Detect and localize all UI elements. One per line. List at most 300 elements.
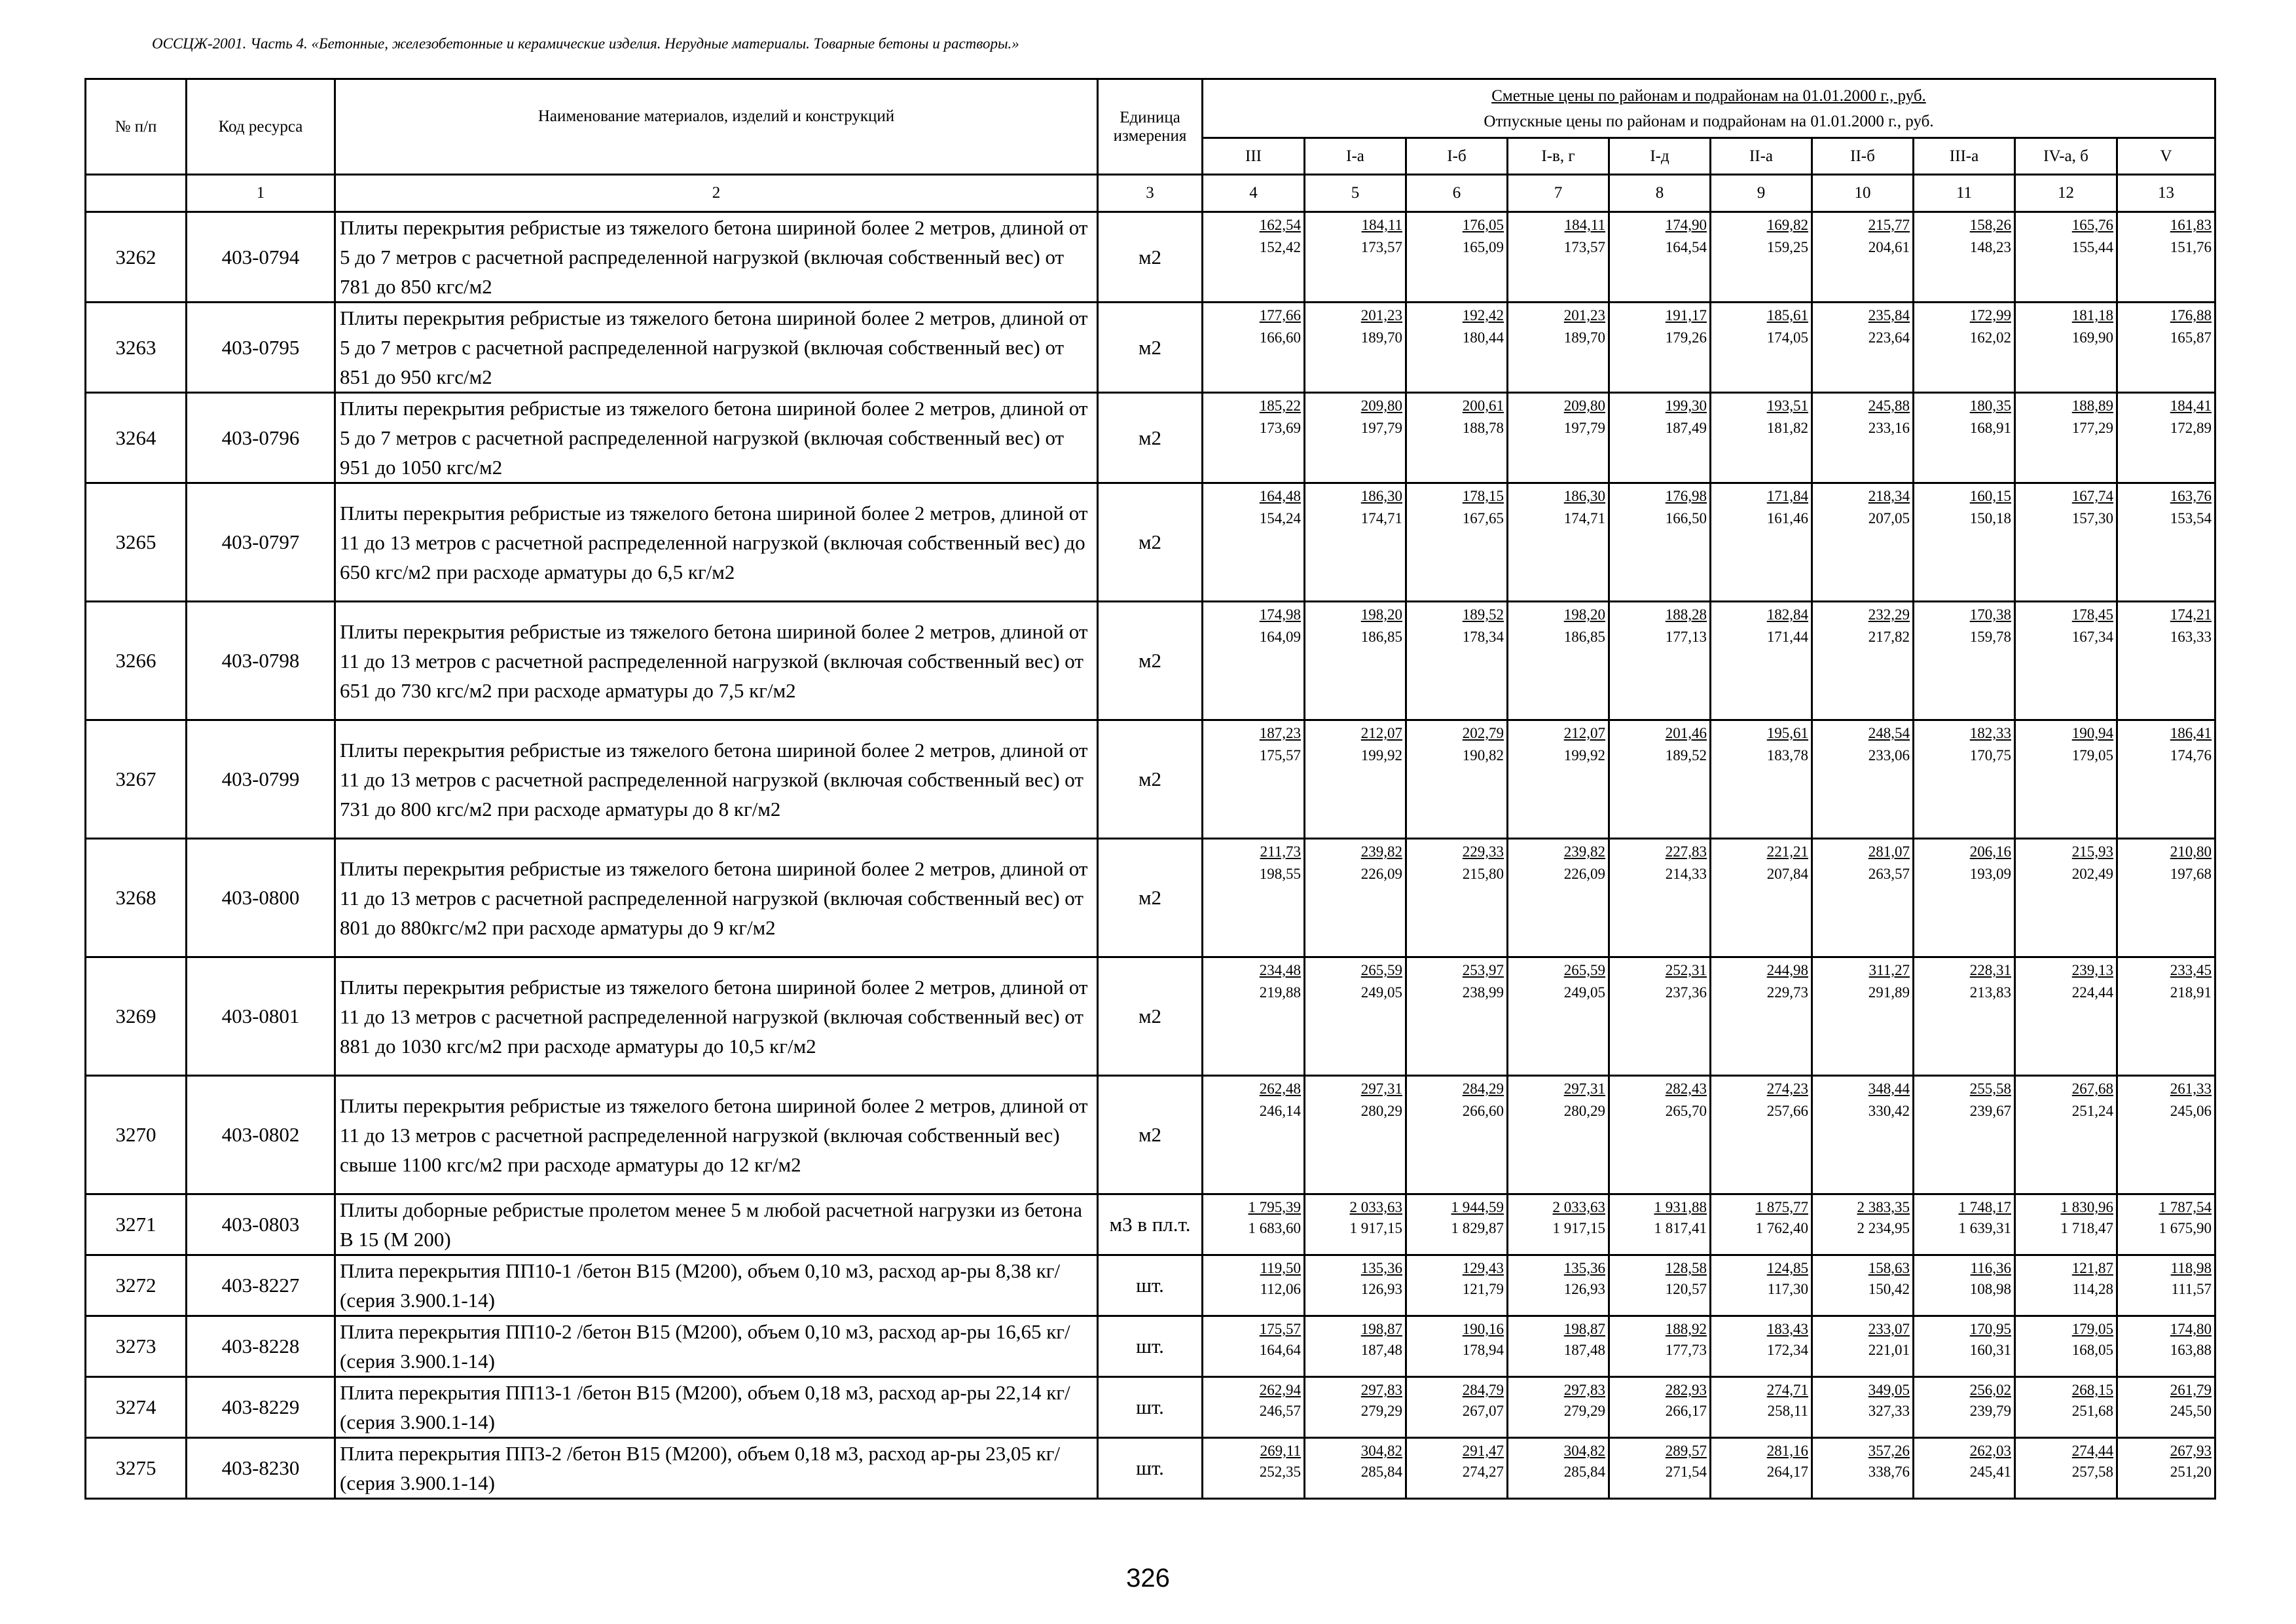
price-cell: [2015, 720, 2117, 839]
region-header: I-б: [1406, 138, 1508, 175]
row-code: 403-0802: [187, 1076, 335, 1194]
estimate-price: 215,93: [2071, 843, 2113, 860]
release-price: 169,90: [2071, 329, 2113, 346]
price-cell: [1812, 957, 1914, 1076]
release-price: 285,84: [1563, 1464, 1605, 1480]
region-header: I-а: [1305, 138, 1406, 175]
price-cell: [1914, 1377, 2015, 1438]
estimate-price: 2 033,63: [1349, 1199, 1402, 1215]
release-price: 214,33: [1665, 866, 1707, 882]
price-cell: [1508, 1377, 1609, 1438]
price-cell: [1508, 1316, 1609, 1377]
estimate-price: 174,98: [1259, 606, 1301, 623]
price-cell: [1203, 839, 1305, 957]
release-price: 280,29: [1360, 1103, 1402, 1119]
release-price: 164,54: [1665, 239, 1707, 255]
estimate-price: 162,54: [1259, 217, 1301, 233]
release-price: 245,50: [2170, 1403, 2212, 1419]
release-price: 233,16: [1868, 420, 1910, 436]
price-cell: [1508, 303, 1609, 393]
estimate-price: 158,63: [1868, 1260, 1910, 1276]
estimate-price: 179,05: [2071, 1321, 2113, 1337]
estimate-price: 190,16: [1462, 1321, 1504, 1337]
estimate-price: 255,58: [1969, 1080, 2011, 1097]
release-price: 111,57: [2171, 1281, 2212, 1297]
row-np: 3275: [86, 1438, 187, 1499]
release-price: 179,26: [1665, 329, 1707, 346]
estimate-price: 304,82: [1563, 1443, 1605, 1459]
column-number: 4: [1203, 175, 1305, 212]
row-name: Плиты перекрытия ребристые из тяжелого бетона шириной более 2 метров, длиной от 11 до 13 метров с расчетной распределенной нагрузкой (включая собственный вес) до 650 кгс/м2 при расходе арматуры до 6,5 кг/м2: [335, 483, 1098, 602]
price-cell: [2015, 1076, 2117, 1194]
header-prices-estimate: Сметные цены по районам и подрайонам на 01.01.2000 г., руб.: [1491, 86, 1926, 105]
estimate-price: 256,02: [1969, 1382, 2011, 1398]
price-cell: [1609, 839, 1711, 957]
release-price: 150,18: [1969, 510, 2011, 526]
row-unit: м2: [1098, 720, 1203, 839]
release-price: 1 683,60: [1248, 1220, 1301, 1236]
estimate-price: 304,82: [1360, 1443, 1402, 1459]
row-np: 3271: [86, 1194, 187, 1255]
header-prices-release: Отпускные цены по районам и подрайонам на 01.01.2000 г., руб.: [1484, 112, 1934, 130]
estimate-price: 239,13: [2071, 962, 2113, 978]
price-cell: [1812, 1438, 1914, 1499]
column-number: 7: [1508, 175, 1609, 212]
price-cell: [1812, 1076, 1914, 1194]
release-price: 174,71: [1563, 510, 1605, 526]
estimate-price: 1 931,88: [1654, 1199, 1707, 1215]
price-cell: [1711, 602, 1812, 720]
estimate-price: 185,22: [1259, 397, 1301, 414]
estimate-price: 182,33: [1969, 725, 2011, 741]
release-price: 173,69: [1259, 420, 1301, 436]
price-cell: [2117, 1194, 2215, 1255]
estimate-price: 262,03: [1969, 1443, 2011, 1459]
estimate-price: 221,21: [1766, 843, 1808, 860]
estimate-price: 2 383,35: [1857, 1199, 1910, 1215]
release-price: 226,09: [1360, 866, 1402, 882]
column-number: 6: [1406, 175, 1508, 212]
price-cell: [1203, 212, 1305, 303]
estimate-price: 291,47: [1462, 1443, 1504, 1459]
region-header: I-д: [1609, 138, 1711, 175]
estimate-price: 297,31: [1360, 1080, 1402, 1097]
price-cell: [1406, 1377, 1508, 1438]
row-unit: м2: [1098, 212, 1203, 303]
price-cell: [1914, 1255, 2015, 1316]
price-cell: [1609, 1377, 1711, 1438]
estimate-price: 200,61: [1462, 397, 1504, 414]
estimate-price: 252,31: [1665, 962, 1707, 978]
release-price: 1 762,40: [1755, 1220, 1808, 1236]
table-row: [86, 1194, 2215, 1255]
row-name: Плиты перекрытия ребристые из тяжелого бетона шириной более 2 метров, длиной от 11 до 13 метров с расчетной распределенной нагрузкой (включая собственный вес) от 801 до 880кгс/м2 при расходе арматуры до 9 кг/м2: [335, 839, 1098, 957]
estimate-price: 129,43: [1462, 1260, 1504, 1276]
price-cell: [1203, 393, 1305, 483]
estimate-price: 349,05: [1868, 1382, 1910, 1398]
estimate-price: 1 875,77: [1755, 1199, 1808, 1215]
price-cell: [2117, 957, 2215, 1076]
price-cell: [1305, 212, 1406, 303]
column-number: 11: [1914, 175, 2015, 212]
release-price: 171,44: [1766, 629, 1808, 645]
price-cell: [1812, 483, 1914, 602]
header-code: Код ресурса: [187, 79, 335, 175]
estimate-price: 274,44: [2071, 1443, 2113, 1459]
estimate-price: 229,33: [1462, 843, 1504, 860]
price-cell: [1812, 1316, 1914, 1377]
release-price: 229,73: [1766, 984, 1808, 1001]
price-cell: [2015, 303, 2117, 393]
price-cell: [1305, 957, 1406, 1076]
release-price: 177,29: [2071, 420, 2113, 436]
row-unit: м3 в пл.т.: [1098, 1194, 1203, 1255]
region-header: I-в, г: [1508, 138, 1609, 175]
row-code: 403-0798: [187, 602, 335, 720]
release-price: 173,57: [1360, 239, 1402, 255]
row-code: 403-8227: [187, 1255, 335, 1316]
price-cell: [2117, 212, 2215, 303]
price-cell: [1609, 1438, 1711, 1499]
row-name: Плита перекрытия ПП13-1 /бетон В15 (М200), объем 0,18 м3, расход ар-ры 22,14 кг/ (серия 3.900.1-14): [335, 1377, 1098, 1438]
estimate-price: 169,82: [1766, 217, 1808, 233]
column-number: 5: [1305, 175, 1406, 212]
release-price: 170,75: [1969, 747, 2011, 764]
table-row: [86, 483, 2215, 602]
row-code: 403-0795: [187, 303, 335, 393]
price-cell: [1406, 1438, 1508, 1499]
estimate-price: 201,46: [1665, 725, 1707, 741]
release-price: 152,42: [1259, 239, 1301, 255]
price-cell: [1305, 602, 1406, 720]
estimate-price: 121,87: [2071, 1260, 2113, 1276]
release-price: 267,07: [1462, 1403, 1504, 1419]
price-cell: [1609, 393, 1711, 483]
estimate-price: 185,61: [1766, 307, 1808, 323]
estimate-price: 244,98: [1766, 962, 1808, 978]
estimate-price: 198,87: [1360, 1321, 1402, 1337]
estimate-price: 182,84: [1766, 606, 1808, 623]
estimate-price: 177,66: [1259, 307, 1301, 323]
price-cell: [1812, 602, 1914, 720]
estimate-price: 187,23: [1259, 725, 1301, 741]
price-cell: [1203, 483, 1305, 602]
estimate-price: 192,42: [1462, 307, 1504, 323]
release-price: 1 829,87: [1451, 1220, 1504, 1236]
estimate-price: 227,83: [1665, 843, 1707, 860]
table-row: [86, 602, 2215, 720]
price-cell: [1812, 720, 1914, 839]
price-cell: [1914, 1316, 2015, 1377]
price-cell: [1508, 957, 1609, 1076]
price-cell: [1406, 720, 1508, 839]
release-price: 258,11: [1767, 1403, 1808, 1419]
header-prices: [1203, 79, 2215, 138]
price-cell: [1914, 1194, 2015, 1255]
price-cell: [2015, 839, 2117, 957]
row-code: 403-0796: [187, 393, 335, 483]
release-price: 154,24: [1259, 510, 1301, 526]
row-name: Плиты доборные ребристые пролетом менее 5 м любой расчетной нагрузки из бетона В 15 (М 200): [335, 1194, 1098, 1255]
release-price: 251,68: [2071, 1403, 2113, 1419]
release-price: 204,61: [1868, 239, 1910, 255]
price-cell: [1914, 303, 2015, 393]
estimate-price: 253,97: [1462, 962, 1504, 978]
price-cell: [1305, 1316, 1406, 1377]
price-cell: [1406, 393, 1508, 483]
price-cell: [1812, 1255, 1914, 1316]
estimate-price: 348,44: [1868, 1080, 1910, 1097]
price-cell: [1406, 602, 1508, 720]
row-unit: м2: [1098, 393, 1203, 483]
price-cell: [1914, 839, 2015, 957]
price-cell: [1914, 1076, 2015, 1194]
release-price: 117,30: [1767, 1281, 1808, 1297]
release-price: 285,84: [1360, 1464, 1402, 1480]
price-cell: [1305, 483, 1406, 602]
release-price: 202,49: [2071, 866, 2113, 882]
price-cell: [1711, 839, 1812, 957]
table-row: [86, 1076, 2215, 1194]
release-price: 266,17: [1665, 1403, 1707, 1419]
release-price: 183,78: [1766, 747, 1808, 764]
row-np: 3272: [86, 1255, 187, 1316]
price-cell: [2015, 483, 2117, 602]
region-header: III-а: [1914, 138, 2015, 175]
release-price: 249,05: [1360, 984, 1402, 1001]
estimate-price: 233,45: [2170, 962, 2212, 978]
release-price: 207,05: [1868, 510, 1910, 526]
estimate-price: 239,82: [1360, 843, 1402, 860]
row-np: 3268: [86, 839, 187, 957]
release-price: 153,54: [2170, 510, 2212, 526]
release-price: 178,94: [1462, 1342, 1504, 1358]
price-cell: [2015, 1194, 2117, 1255]
price-cell: [1609, 483, 1711, 602]
row-unit: м2: [1098, 957, 1203, 1076]
price-cell: [1203, 1316, 1305, 1377]
release-price: 257,66: [1766, 1103, 1808, 1119]
release-price: 280,29: [1563, 1103, 1605, 1119]
release-price: 155,44: [2071, 239, 2113, 255]
release-price: 164,64: [1259, 1342, 1301, 1358]
row-np: 3263: [86, 303, 187, 393]
release-price: 188,78: [1462, 420, 1504, 436]
row-np: 3265: [86, 483, 187, 602]
price-cell: [2117, 1438, 2215, 1499]
release-price: 174,05: [1766, 329, 1808, 346]
release-price: 237,36: [1665, 984, 1707, 1001]
price-cell: [1406, 483, 1508, 602]
estimate-price: 163,76: [2170, 488, 2212, 504]
price-cell: [1914, 720, 2015, 839]
estimate-price: 186,30: [1360, 488, 1402, 504]
price-cell: [1711, 1194, 1812, 1255]
estimate-price: 171,84: [1766, 488, 1808, 504]
price-cell: [1711, 393, 1812, 483]
row-code: 403-0794: [187, 212, 335, 303]
price-cell: [1812, 1377, 1914, 1438]
estimate-price: 209,80: [1563, 397, 1605, 414]
price-cell: [1609, 1076, 1711, 1194]
release-price: 224,44: [2071, 984, 2113, 1001]
estimate-price: 239,82: [1563, 843, 1605, 860]
price-cell: [1406, 839, 1508, 957]
region-header: II-а: [1711, 138, 1812, 175]
release-price: 120,57: [1665, 1281, 1707, 1297]
column-number: 9: [1711, 175, 1812, 212]
release-price: 173,57: [1563, 239, 1605, 255]
release-price: 245,41: [1969, 1464, 2011, 1480]
price-cell: [1406, 1316, 1508, 1377]
price-cell: [1203, 303, 1305, 393]
price-cell: [1305, 839, 1406, 957]
release-price: 223,64: [1868, 329, 1910, 346]
release-price: 215,80: [1462, 866, 1504, 882]
estimate-price: 178,45: [2071, 606, 2113, 623]
estimate-price: 284,79: [1462, 1382, 1504, 1398]
price-cell: [2015, 1438, 2117, 1499]
release-price: 161,46: [1766, 510, 1808, 526]
price-cell: [1914, 602, 2015, 720]
release-price: 126,93: [1563, 1281, 1605, 1297]
price-cell: [1508, 483, 1609, 602]
price-cell: [2015, 1316, 2117, 1377]
price-cell: [1812, 303, 1914, 393]
release-price: 213,83: [1969, 984, 2011, 1001]
release-price: 126,93: [1360, 1281, 1402, 1297]
table-row: [86, 212, 2215, 303]
estimate-price: 201,23: [1563, 307, 1605, 323]
price-cell: [2015, 602, 2117, 720]
release-price: 249,05: [1563, 984, 1605, 1001]
release-price: 179,05: [2071, 747, 2113, 764]
release-price: 199,92: [1563, 747, 1605, 764]
price-cell: [2117, 483, 2215, 602]
row-np: 3262: [86, 212, 187, 303]
release-price: 226,09: [1563, 866, 1605, 882]
release-price: 108,98: [1969, 1281, 2011, 1297]
price-cell: [1406, 1194, 1508, 1255]
estimate-price: 174,80: [2170, 1321, 2212, 1337]
price-cell: [2015, 212, 2117, 303]
price-cell: [1914, 1438, 2015, 1499]
price-cell: [1203, 1377, 1305, 1438]
release-price: 151,76: [2170, 239, 2212, 255]
estimate-price: 170,95: [1969, 1321, 2011, 1337]
price-cell: [1203, 1438, 1305, 1499]
release-price: 114,28: [2072, 1281, 2113, 1297]
row-code: 403-0803: [187, 1194, 335, 1255]
row-unit: м2: [1098, 1076, 1203, 1194]
column-number: 10: [1812, 175, 1914, 212]
estimate-price: 174,21: [2170, 606, 2212, 623]
price-cell: [1609, 957, 1711, 1076]
price-cell: [1508, 1076, 1609, 1194]
price-cell: [2117, 393, 2215, 483]
estimate-price: 209,80: [1360, 397, 1402, 414]
release-price: 238,99: [1462, 984, 1504, 1001]
release-price: 159,25: [1766, 239, 1808, 255]
estimate-price: 297,31: [1563, 1080, 1605, 1097]
row-name: Плиты перекрытия ребристые из тяжелого бетона шириной более 2 метров, длиной от 11 до 13 метров с расчетной распределенной нагрузкой (включая собственный вес) свыше 1100 кгс/м2 при расходе арматуры до 12 кг/м2: [335, 1076, 1098, 1194]
estimate-price: 178,15: [1462, 488, 1504, 504]
estimate-price: 198,20: [1563, 606, 1605, 623]
estimate-price: 282,43: [1665, 1080, 1707, 1097]
release-price: 167,34: [2071, 629, 2113, 645]
release-price: 274,27: [1462, 1464, 1504, 1480]
release-price: 178,34: [1462, 629, 1504, 645]
row-code: 403-0801: [187, 957, 335, 1076]
document-header: ОССЦЖ-2001. Часть 4. «Бетонные, железобетонные и керамические изделия. Нерудные материалы. Товарные бетоны и растворы.»: [152, 35, 1019, 52]
release-price: 264,17: [1766, 1464, 1808, 1480]
release-price: 175,57: [1259, 747, 1301, 764]
price-cell: [1812, 212, 1914, 303]
release-price: 197,79: [1360, 420, 1402, 436]
header-unit: Единица измерения: [1098, 79, 1203, 175]
release-price: 330,42: [1868, 1103, 1910, 1119]
release-price: 245,06: [2170, 1103, 2212, 1119]
price-cell: [1406, 1255, 1508, 1316]
estimate-price: 284,29: [1462, 1080, 1504, 1097]
release-price: 189,52: [1665, 747, 1707, 764]
release-price: 193,09: [1969, 866, 2011, 882]
release-price: 172,34: [1766, 1342, 1808, 1358]
estimate-price: 218,34: [1868, 488, 1910, 504]
estimate-price: 191,17: [1665, 307, 1707, 323]
price-cell: [2117, 1377, 2215, 1438]
price-cell: [1305, 1377, 1406, 1438]
estimate-price: 199,30: [1665, 397, 1707, 414]
release-price: 198,55: [1259, 866, 1301, 882]
release-price: 221,01: [1868, 1342, 1910, 1358]
price-cell: [1406, 212, 1508, 303]
estimate-price: 311,27: [1868, 962, 1910, 978]
price-cell: [1508, 393, 1609, 483]
price-cell: [1914, 212, 2015, 303]
price-cell: [1914, 957, 2015, 1076]
estimate-price: 289,57: [1665, 1443, 1707, 1459]
estimate-price: 2 033,63: [1552, 1199, 1605, 1215]
estimate-price: 357,26: [1868, 1443, 1910, 1459]
release-price: 150,42: [1868, 1281, 1910, 1297]
row-name: Плиты перекрытия ребристые из тяжелого бетона шириной более 2 метров, длиной от 5 до 7 метров с расчетной распределенной нагрузкой (включая собственный вес) от 781 до 850 кгс/м2: [335, 212, 1098, 303]
price-cell: [1406, 303, 1508, 393]
price-cell: [1305, 303, 1406, 393]
price-cell: [1609, 303, 1711, 393]
price-cell: [2117, 303, 2215, 393]
estimate-price: 232,29: [1868, 606, 1910, 623]
price-cell: [2117, 720, 2215, 839]
region-header: IV-а, б: [2015, 138, 2117, 175]
release-price: 177,13: [1665, 629, 1707, 645]
estimate-price: 193,51: [1766, 397, 1808, 414]
estimate-price: 189,52: [1462, 606, 1504, 623]
release-price: 187,48: [1563, 1342, 1605, 1358]
price-cell: [1711, 212, 1812, 303]
row-code: 403-0799: [187, 720, 335, 839]
column-number-blank: [86, 175, 187, 212]
release-price: 1 718,47: [2060, 1220, 2113, 1236]
price-cell: [1711, 957, 1812, 1076]
release-price: 186,85: [1563, 629, 1605, 645]
price-cell: [1812, 1194, 1914, 1255]
release-price: 327,33: [1868, 1403, 1910, 1419]
price-cell: [1609, 1194, 1711, 1255]
row-name: Плита перекрытия ПП10-2 /бетон В15 (М200), объем 0,10 м3, расход ар-ры 16,65 кг/ (серия 3.900.1-14): [335, 1316, 1098, 1377]
release-price: 207,84: [1766, 866, 1808, 882]
release-price: 239,67: [1969, 1103, 2011, 1119]
